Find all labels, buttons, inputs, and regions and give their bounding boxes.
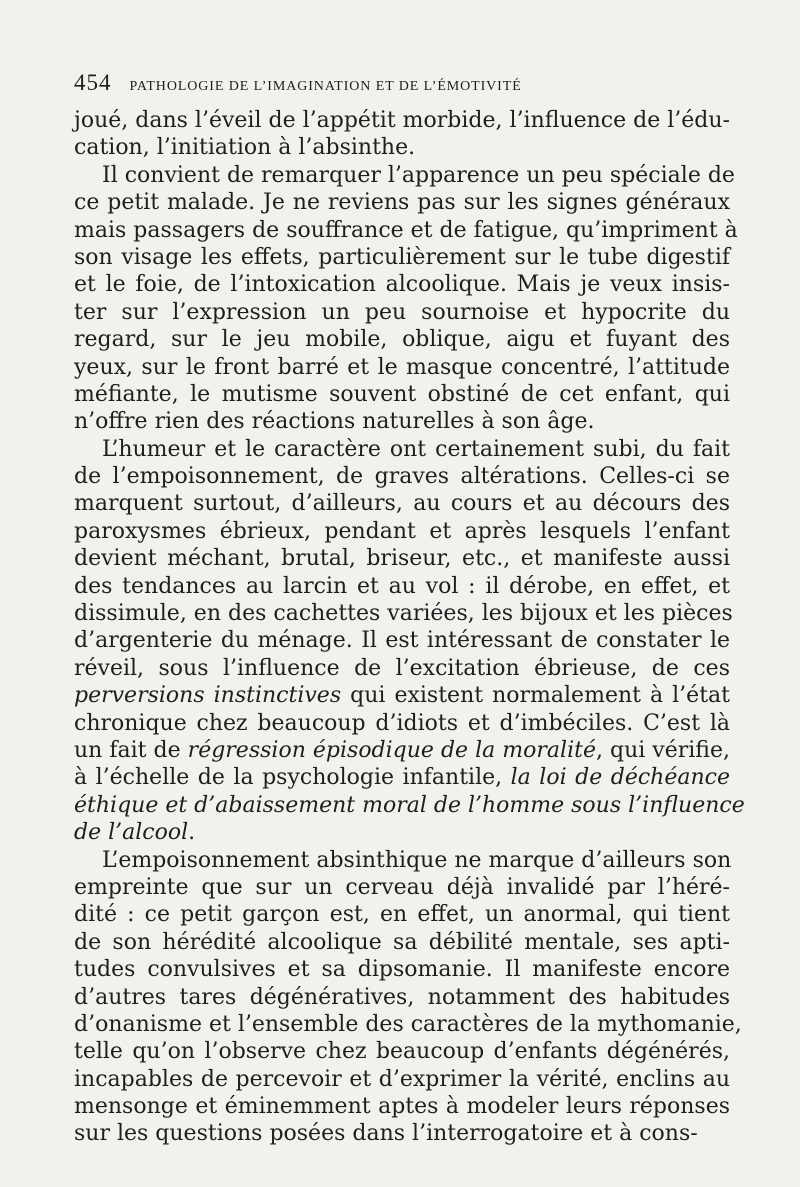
text-line xyxy=(74,573,730,600)
text-line xyxy=(74,189,730,216)
text-line xyxy=(74,600,733,627)
text-segment: sur les questions posées dans l’interrogatoire et à cons- xyxy=(74,1121,698,1147)
text-line xyxy=(74,901,730,928)
text-line xyxy=(74,1011,742,1038)
text-line xyxy=(74,545,730,572)
text-segment: de l’empoisonnement, de graves altérations. Celles-ci se xyxy=(74,464,730,490)
text-line xyxy=(74,682,730,709)
text-line xyxy=(74,1120,730,1147)
text-line xyxy=(74,162,735,189)
text-segment: mais passagers de souffrance et de fatigue, qu’impriment à xyxy=(74,217,738,243)
text-line xyxy=(74,627,730,654)
text-segment: tudes convulsives et sa dipsomanie. Il manifeste encore xyxy=(74,957,730,983)
italic-text: régression épisodique de la moralité xyxy=(187,737,596,763)
text-line xyxy=(74,217,738,244)
text-line xyxy=(74,929,730,956)
text-line xyxy=(74,134,730,161)
text-line xyxy=(74,326,730,353)
text-segment: ce petit malade. Je ne reviens pas sur les signes généraux xyxy=(74,190,730,216)
text-line xyxy=(74,737,730,764)
page-number: 454 xyxy=(74,70,112,95)
text-segment: d’argenterie du ménage. Il est intéressant de constater le xyxy=(74,628,730,654)
text-line xyxy=(74,244,730,271)
text-segment: L’humeur et le caractère ont certainement subi, du fait xyxy=(102,436,730,462)
text-segment: chronique chez beaucoup d’idiots et d’imbéciles. C’est là xyxy=(74,710,730,736)
text-segment: devient méchant, brutal, briseur, etc., et manifeste aussi xyxy=(74,546,730,572)
text-line xyxy=(74,1038,730,1065)
text-segment: L’empoisonnement absinthique ne marque d’ailleurs son xyxy=(102,847,732,873)
text-line xyxy=(74,463,730,490)
text-line xyxy=(74,354,730,381)
text-line xyxy=(74,956,730,983)
text-segment: marquent surtout, d’ailleurs, au cours et au décours des xyxy=(74,491,730,517)
text-segment: joué, dans l’éveil de l’appétit morbide, l’influence de l’édu- xyxy=(74,108,730,133)
italic-text: la loi de déchéance xyxy=(510,765,730,791)
text-line xyxy=(74,271,730,298)
paragraph xyxy=(74,107,730,162)
text-line xyxy=(74,819,730,846)
text-segment: incapables de percevoir et d’exprimer la vérité, enclins au xyxy=(74,1066,730,1092)
text-segment: dissimule, en des cachettes variées, les bijoux et les pièces xyxy=(74,601,733,627)
text-segment: yeux, sur le front barré et le masque concentré, l’attitude xyxy=(74,354,730,380)
text-segment: dité : ce petit garçon est, en effet, un anormal, qui tient xyxy=(74,902,730,928)
text-segment: empreinte que sur un cerveau déjà invalidé par l’héré- xyxy=(74,874,730,900)
text-line xyxy=(74,1093,730,1120)
text-line xyxy=(74,764,730,791)
running-head: PATHOLOGIE DE L’IMAGINATION ET DE L’ÉMOTIVITÉ xyxy=(129,79,522,94)
text-segment: n’offre rien des réactions naturelles à son âge. xyxy=(74,409,595,435)
text-line xyxy=(74,792,745,819)
body-text xyxy=(74,107,745,1148)
text-segment: Il convient de remarquer l’apparence un peu spéciale de xyxy=(102,162,735,188)
text-segment: des tendances au larcin et au vol : il dérobe, en effet, et xyxy=(74,573,730,599)
paragraph xyxy=(74,162,738,436)
text-line xyxy=(74,1066,730,1093)
italic-text: éthique et d’abaissement moral de l’homme sous l’influence xyxy=(74,792,745,818)
text-line xyxy=(74,984,730,1011)
text-segment: son visage les effets, particulièrement sur le tube digestif xyxy=(74,244,730,270)
text-line xyxy=(74,874,730,901)
text-line xyxy=(74,847,730,874)
text-segment: ter sur l’expression un peu sournoise et hypocrite du xyxy=(74,299,730,325)
italic-text: de l’alcool xyxy=(74,820,189,846)
page-header xyxy=(74,70,734,96)
text-segment: et le foie, de l’intoxication alcoolique. Mais je veux insis- xyxy=(74,272,730,298)
text-line xyxy=(74,381,730,408)
text-line xyxy=(74,518,730,545)
text-line xyxy=(74,655,730,682)
text-line xyxy=(74,436,730,463)
italic-text: perversions instinctives xyxy=(74,683,342,709)
text-line xyxy=(74,299,730,326)
text-segment: méfiante, le mutisme souvent obstiné de cet enfant, qui xyxy=(74,381,730,407)
text-segment: paroxysmes ébrieux, pendant et après lesquels l’enfant xyxy=(74,518,730,544)
text-line xyxy=(74,490,730,517)
text-segment: regard, sur le jeu mobile, oblique, aigu et fuyant des xyxy=(74,327,730,353)
text-segment: . xyxy=(188,820,196,846)
text-line xyxy=(74,408,730,435)
text-segment: réveil, sous l’influence de l’excitation ébrieuse, de ces xyxy=(74,655,730,681)
text-segment: , qui vérifie, xyxy=(595,737,730,763)
text-segment: cation, l’initiation à l’absinthe. xyxy=(74,135,416,161)
text-line xyxy=(74,107,730,134)
text-segment: mensonge et éminemment aptes à modeler leurs réponses xyxy=(74,1094,730,1120)
text-segment: un fait de xyxy=(74,737,188,763)
paragraph xyxy=(74,436,745,847)
text-segment: qui existent normalement à l’état xyxy=(341,683,730,709)
text-segment: telle qu’on l’observe chez beaucoup d’enfants dégénérés, xyxy=(74,1039,730,1065)
text-segment: d’onanisme et l’ensemble des caractères de la mythomanie, xyxy=(74,1011,742,1037)
paragraph xyxy=(74,847,742,1148)
text-segment: à l’échelle de la psychologie infantile, xyxy=(74,765,511,791)
text-segment: de son hérédité alcoolique sa débilité mentale, ses apti- xyxy=(74,929,730,955)
text-segment: d’autres tares dégénératives, notamment des habitudes xyxy=(74,984,730,1010)
text-line xyxy=(74,710,730,737)
